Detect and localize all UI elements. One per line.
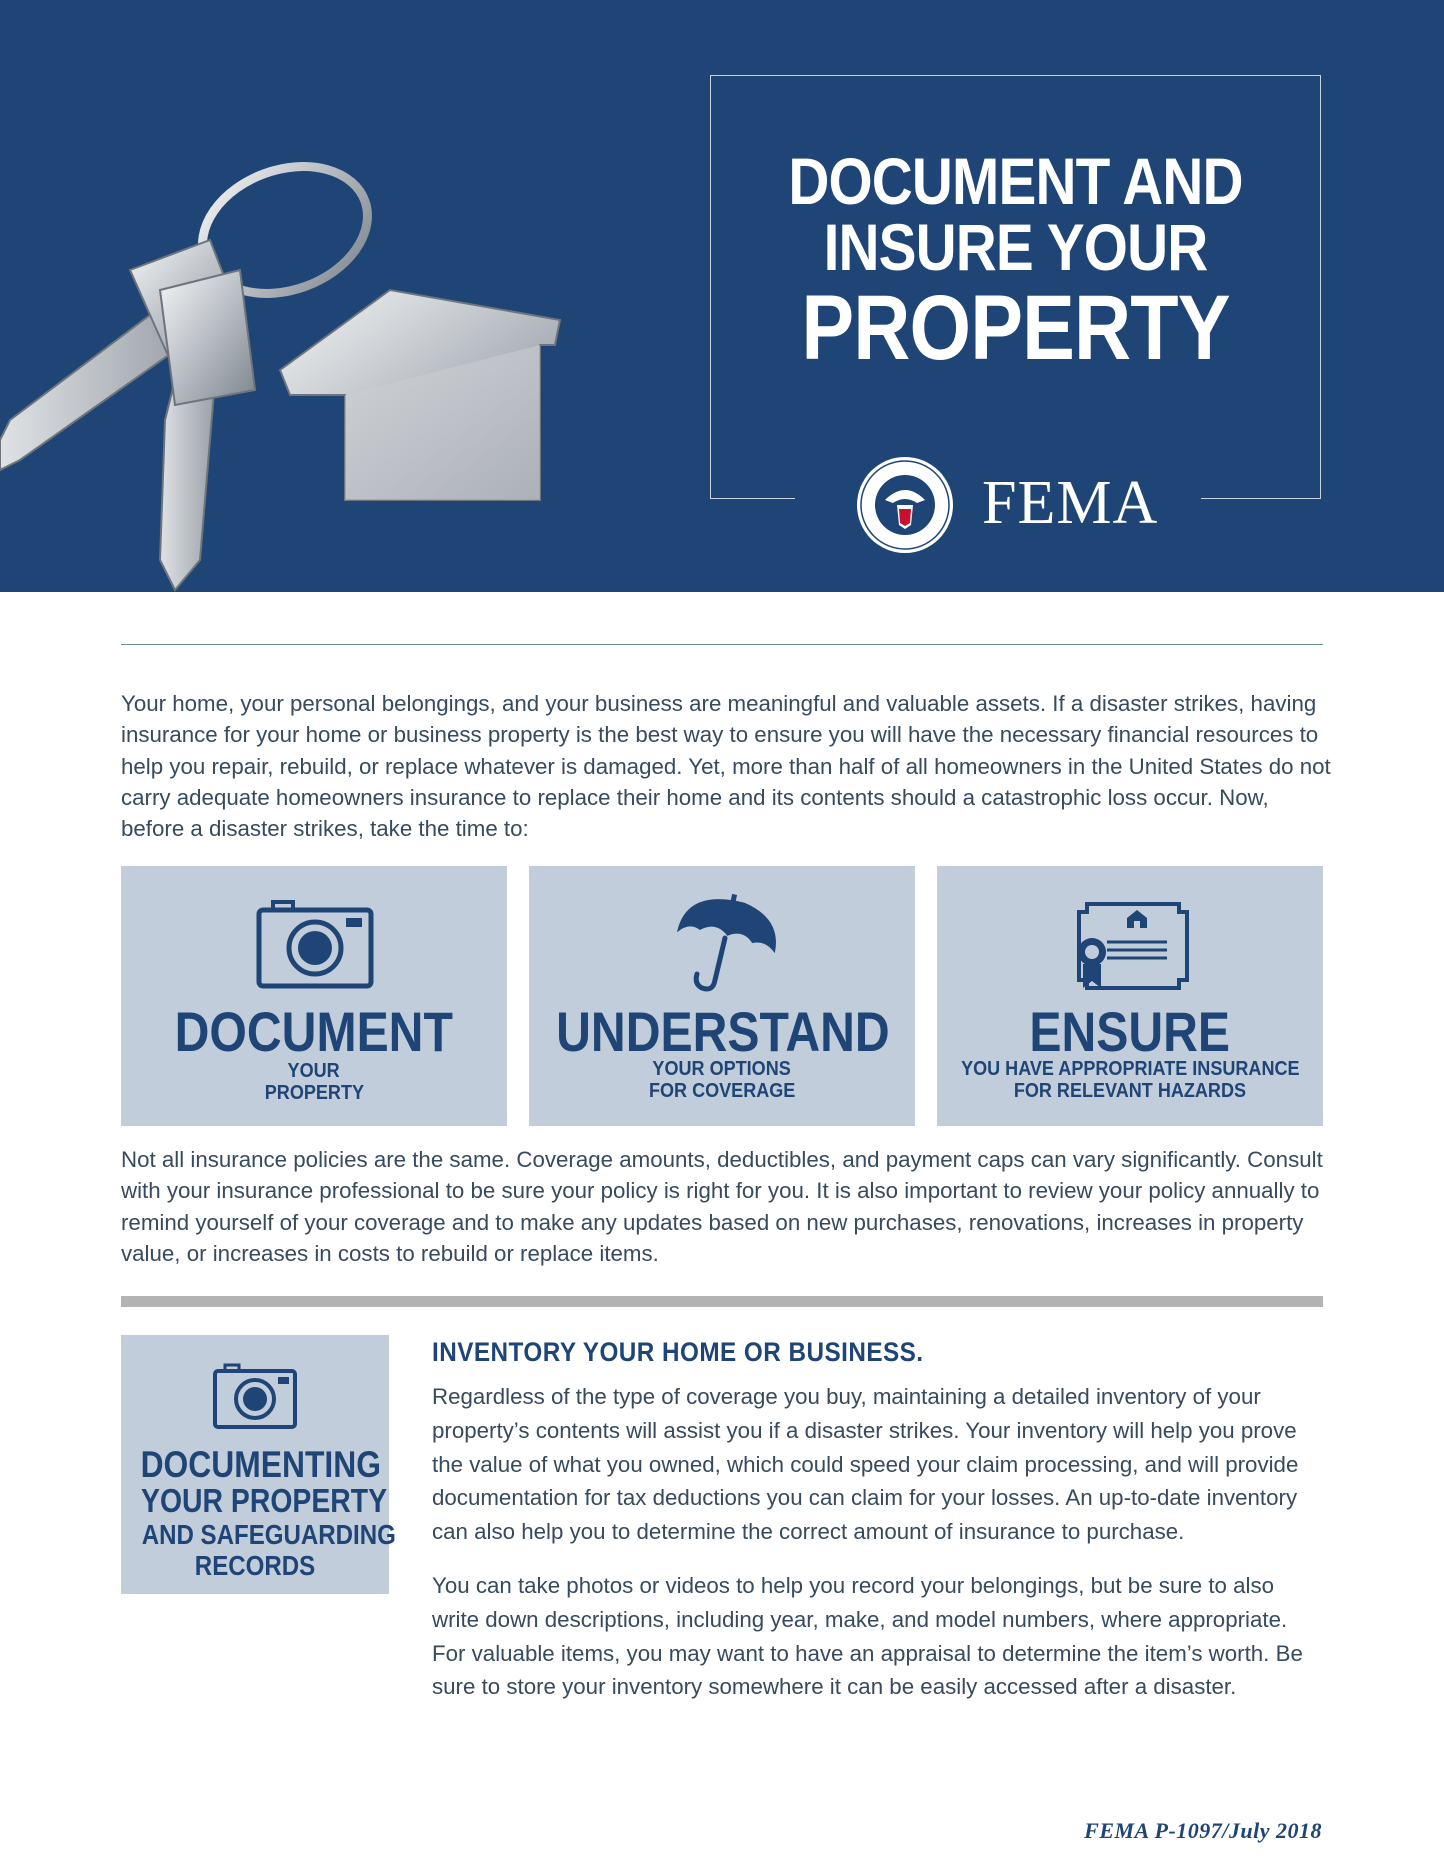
publication-number: FEMA P-1097/July 2018	[1084, 1818, 1322, 1843]
card-title: UNDERSTAND	[556, 1000, 890, 1063]
frame-line-left	[710, 498, 795, 499]
certificate-icon	[937, 888, 1323, 998]
camera-icon	[121, 1355, 389, 1435]
inventory-paragraph-2: You can take photos or videos to help you record your belongings, but be sure to also write down descriptions, including year, make, and model numbers, where appropriate. For valuable items, you may want to have an appraisal to determine the item’s worth. Be sure to store your inventory somewhere it can be easily accessed after a disaster.	[432, 1573, 1303, 1700]
title-line-2: INSURE YOUR	[823, 210, 1208, 284]
frame-line-right	[1201, 498, 1321, 499]
inventory-heading: INVENTORY YOUR HOME OR BUSINESS.	[432, 1337, 924, 1367]
umbrella-icon	[529, 888, 915, 998]
inventory-paragraph-1: Regardless of the type of coverage you buy, maintaining a detailed inventory of your property’s contents will assist you if a disaster strikes. Your inventory will help you prove the value of what you owned, which could speed your claim processing, and will provide documentation for tax deductions you can claim for your losses. An up-to-date inventory can also help you to determine the correct amount of insurance to purchase.	[432, 1384, 1299, 1545]
dhs-seal-logo	[855, 455, 955, 555]
callout-line-1: DOCUMENTING	[140, 1444, 381, 1485]
callout-line-4: RECORDS	[194, 1550, 316, 1581]
header-banner	[0, 0, 1444, 592]
title-line-1: DOCUMENT AND	[788, 144, 1243, 218]
callout-line-2: YOUR PROPERTY	[141, 1482, 388, 1519]
callout-line-3: AND SAFEGUARDING	[141, 1519, 396, 1550]
card-understand	[529, 866, 915, 1126]
card-ensure	[937, 866, 1323, 1126]
intro-paragraph: Your home, your personal belongings, and your business are meaningful and valuable assets. If a disaster strikes, having insurance for your home or business property is the best way to ensure you will have the necessary financial resources to help you repair, rebuild, or replace whatever is damaged. Yet, more than half of all homeowners in the United States do not carry adequate homeowners insurance to replace their home and its contents should a catastrophic loss occur. Now, before a disaster strikes, take the time to:	[121, 691, 1331, 842]
fema-wordmark: FEMA	[982, 469, 1159, 537]
divider-line	[121, 644, 1323, 645]
card-document	[121, 866, 507, 1126]
policy-paragraph: Not all insurance policies are the same. Coverage amounts, deductibles, and payment caps can vary significantly. Consult with your insurance professional to be sure your policy is right for you. It is also important to review your policy annually to remind yourself of your coverage and to make any updates based on new purchases, renovations, increases in property value, or increases in costs to rebuild or replace items.	[121, 1147, 1323, 1266]
card-subtitle: YOU HAVE APPROPRIATE INSURANCE FOR RELEVANT HAZARDS	[960, 1057, 1300, 1102]
card-title: DOCUMENT	[174, 1000, 454, 1063]
card-subtitle: YOUR PROPERTY	[264, 1059, 364, 1104]
page-title	[710, 144, 1321, 379]
camera-icon	[121, 888, 507, 998]
action-cards	[121, 866, 1323, 1126]
card-title: ENSURE	[1029, 1000, 1231, 1063]
card-subtitle: YOUR OPTIONS FOR COVERAGE	[648, 1057, 796, 1102]
documenting-callout	[121, 1335, 396, 1594]
section-divider	[121, 1296, 1323, 1307]
house-keys-image	[0, 0, 620, 592]
title-line-3: PROPERTY	[801, 277, 1230, 379]
